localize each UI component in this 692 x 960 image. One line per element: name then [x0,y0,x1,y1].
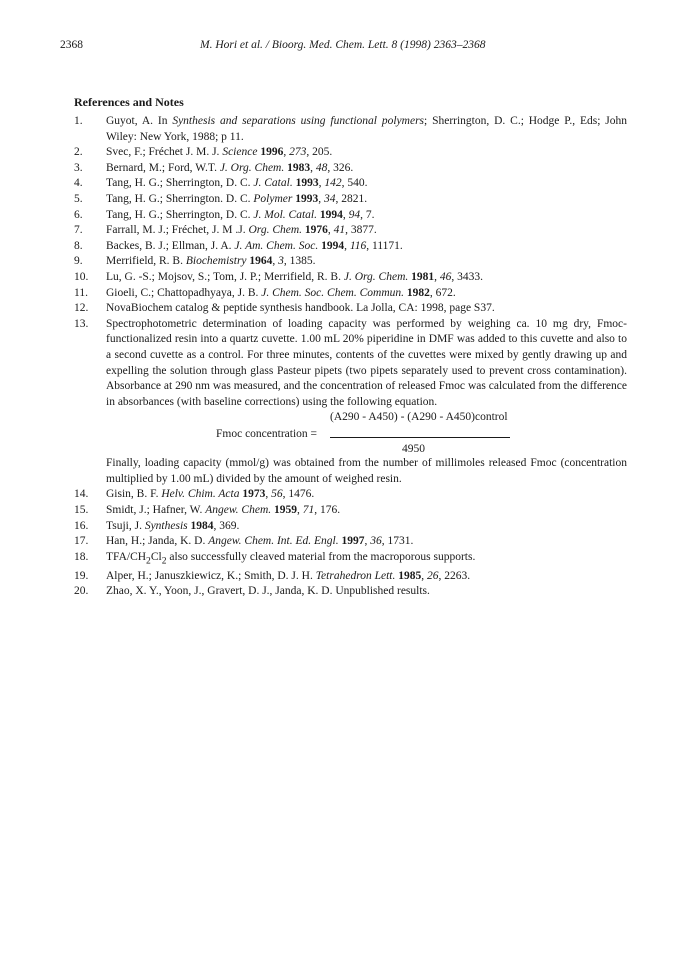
reference-item [74,114,627,145]
reference-text: Gisin, B. F. Helv. Chim. Acta 1973, 56, 1476. [106,488,315,501]
reference-text: NovaBiochem catalog & peptide synthesis handbook. La Jolla, CA: 1998, page S37. [106,302,495,315]
reference-text: Tang, H. G.; Sherrington, D. C. J. Catal. 1993, 142, 540. [106,177,368,190]
reference-number: 5. [74,192,83,205]
equation-label: Fmoc concentration = [216,428,318,441]
running-header [60,39,632,55]
reference-text: Tsuji, J. Synthesis 1984, 369. [106,519,240,532]
reference-number: 14. [74,488,89,501]
reference-text: Alper, H.; Januszkiewicz, K.; Smith, D. J. H. Tetrahedron Lett. 1985, 26, 2263. [106,569,471,582]
reference-number: 19. [74,569,89,582]
reference-number: 7. [74,224,83,237]
reference-text: Spectrophotometric determination of loading capacity was performed by weighing ca. 10 mg dry, Fmoc-functionalized resin into a quartz cuvette. 1.00 mL 20% piperidine in DMF was added to this cuvette and also to a second cuvette as a control. For three minutes, contents of the cuvettes were mixed by gently drawing up and expelling the solution through glass Pasteur pipets (two pipets separately used to prevent cross contamination). Absorbance at 290 nm was measured, and the concentration of released Fmoc was calculated from the difference in absorbances (with baseline corrections) using the following equation. [106,317,627,408]
page-number: 2368 [60,39,83,51]
reference-list [74,114,627,600]
reference-number: 2. [74,146,83,159]
reference-number: 6. [74,208,83,221]
reference-text: Gioeli, C.; Chattopadhyaya, J. B. J. Chem. Soc. Chem. Commun. 1982, 672. [106,286,456,299]
fmoc-equation [106,410,627,456]
reference-number: 8. [74,239,83,252]
reference-item [74,584,627,600]
reference-number: 13. [74,317,89,330]
reference-item [74,270,627,286]
reference-item [74,208,627,224]
reference-item [74,286,627,302]
reference-item [74,239,627,255]
reference-text: Backes, B. J.; Ellman, J. A. J. Am. Chem. Soc. 1994, 116, 11171. [106,239,403,252]
reference-item [74,569,627,585]
reference-item [74,145,627,161]
reference-number: 9. [74,255,83,268]
reference-number: 1. [74,115,83,127]
reference-text: Svec, F.; Fréchet J. M. J. Science 1996, 273, 205. [106,146,333,159]
reference-text: Merrifield, R. B. Biochemistry 1964, 3, 1385. [106,255,316,268]
journal-citation: M. Hori et al. / Bioorg. Med. Chem. Lett. 8 (1998) 2363–2368 [200,39,486,51]
reference-number: 18. [74,550,89,563]
reference-number: 15. [74,504,89,517]
reference-text-continued: Finally, loading capacity (mmol/g) was obtained from the number of millimoles released Fmoc (concentration multiplied by 1.00 mL) divided by the amount of weighed resin. [106,457,627,485]
reference-item [74,301,627,317]
reference-item [74,534,627,550]
reference-item [74,317,627,488]
reference-item [74,176,627,192]
reference-item [74,161,627,177]
reference-item [74,503,627,519]
reference-text: Tang, H. G.; Sherrington, D. C. J. Mol. Catal. 1994, 94, 7. [106,208,375,221]
reference-number: 12. [74,302,89,315]
reference-item [74,519,627,535]
reference-text: Bernard, M.; Ford, W.T. J. Org. Chem. 1983, 48, 326. [106,161,354,174]
reference-number: 4. [74,177,83,190]
reference-text: TFA/$CH_2Cl_2$ also successfully cleaved material from the macroporous supports. [106,550,476,567]
reference-text: Guyot, A. In Synthesis and separations using functional polymers; Sherrington, D. C.; Hodge P., Eds; John Wiley: New York, 1988; p 11. [106,115,628,143]
reference-text: Farrall, M. J.; Fréchet, J. M .J. Org. Chem. 1976, 41, 3877. [106,224,377,237]
equation-numerator: (A290 - A450) - (A290 - A450)control [330,411,508,424]
reference-item [74,550,627,569]
reference-text: Han, H.; Janda, K. D. Angew. Chem. Int. Ed. Engl. 1997, 36, 1731. [106,535,414,548]
fraction-bar [330,437,510,438]
reference-number: 20. [74,585,89,598]
reference-item [74,223,627,239]
reference-number: 10. [74,270,89,283]
reference-text: Smidt, J.; Hafner, W. Angew. Chem. 1959, 71, 176. [106,504,341,517]
reference-item [74,192,627,208]
reference-text: Lu, G. -S.; Mojsov, S.; Tom, J. P.; Merrifield, R. B. J. Org. Chem. 1981, 46, 3433. [106,270,484,283]
equation-denominator: 4950 [402,443,425,456]
reference-text: Zhao, X. Y., Yoon, J., Gravert, D. J., Janda, K. D. Unpublished results. [106,585,430,598]
section-title: References and Notes [74,95,184,109]
reference-item [74,487,627,503]
reference-number: 16. [74,519,89,532]
reference-number: 17. [74,535,89,548]
reference-text: Tang, H. G.; Sherrington. D. C. Polymer 1993, 34, 2821. [106,192,368,205]
reference-number: 11. [74,286,88,299]
reference-item [74,254,627,270]
reference-number: 3. [74,161,83,174]
